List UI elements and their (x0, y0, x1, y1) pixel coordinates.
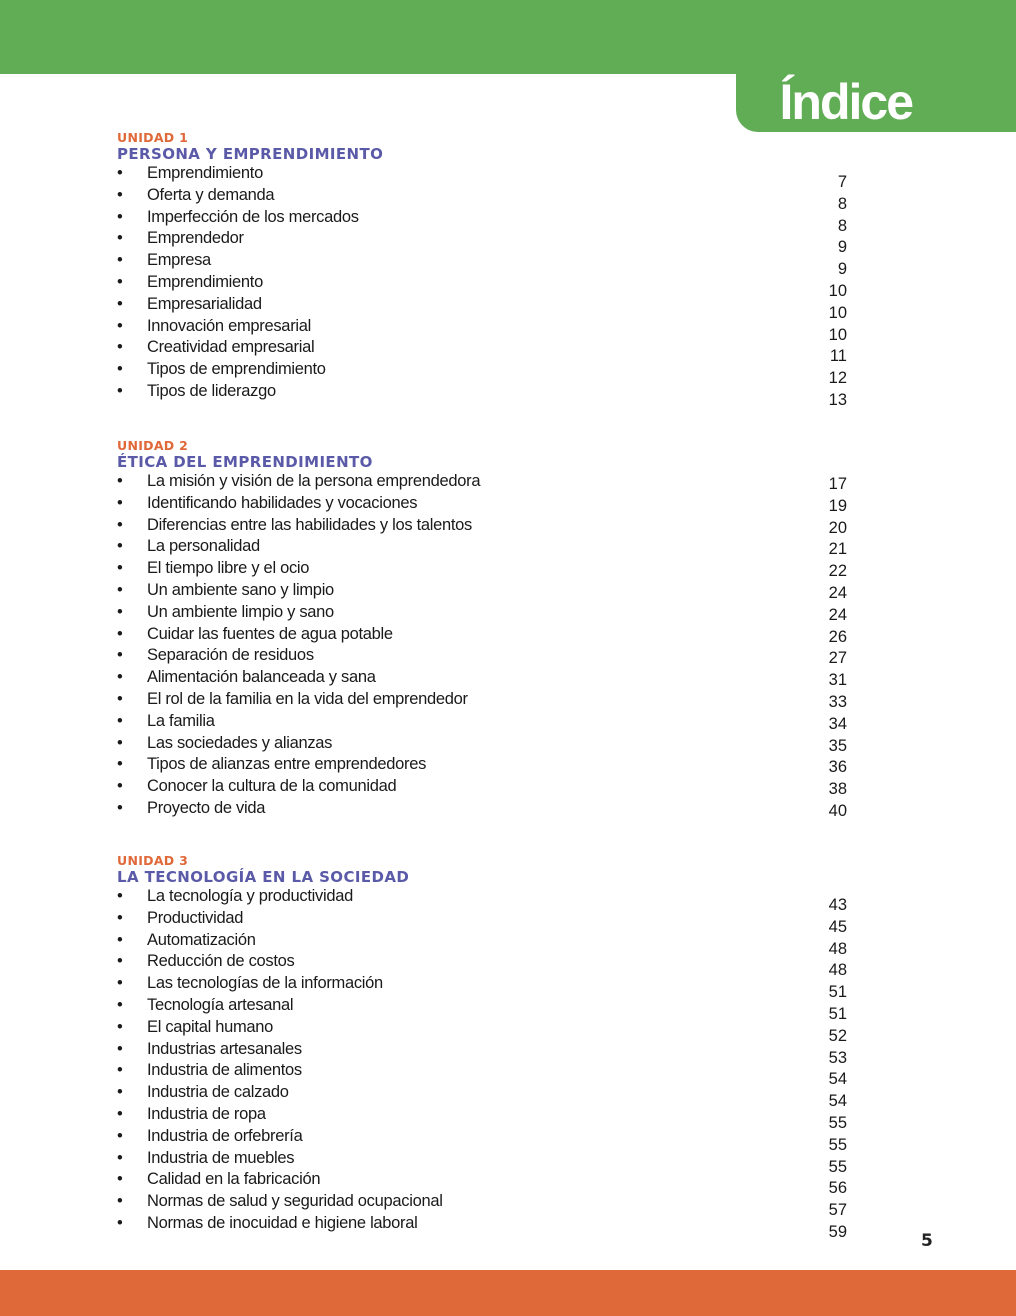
toc-entry-page: 11 (829, 347, 847, 366)
toc-entry-page: 34 (828, 714, 847, 733)
toc-entry-label: Emprendimiento (147, 164, 263, 182)
unit-title: ÉTICA DEL EMPRENDIMIENTO (117, 453, 373, 471)
bullet-icon: • (117, 472, 123, 490)
bullet-icon: • (117, 733, 123, 752)
toc-entry-label: Industria de ropa (147, 1104, 266, 1123)
bullet-icon: • (117, 316, 123, 335)
unit-label: UNIDAD 1 (117, 130, 189, 145)
page-number: 5 (921, 1231, 933, 1251)
toc-entry-label: Un ambiente sano y limpio (147, 580, 334, 599)
toc-entry-page: 52 (828, 1026, 847, 1045)
toc-entry-page: 26 (828, 627, 847, 646)
bullet-icon: • (117, 602, 123, 621)
bullet-icon: • (117, 624, 123, 643)
toc-entry-label: Diferencias entre las habilidades y los talentos (147, 515, 472, 534)
toc-entry-page: 55 (828, 1113, 847, 1132)
toc-entry-label: Tipos de alianzas entre emprendedores (147, 755, 427, 774)
bullet-icon: • (117, 1213, 123, 1232)
bullet-icon: • (117, 1083, 123, 1102)
toc-entry-label: Alimentación balanceada y sana (147, 668, 376, 687)
unit-title: LA TECNOLOGÍA EN LA SOCIEDAD (117, 868, 410, 886)
toc-entry-page: 17 (828, 475, 847, 493)
toc-entry-page: 24 (828, 605, 847, 624)
unit-label: UNIDAD 3 (117, 853, 189, 868)
toc-entry-label: El capital humano (147, 1017, 274, 1036)
toc-entry-page: 51 (828, 983, 847, 1002)
toc-entry-label: Industria de calzado (147, 1083, 289, 1102)
bullet-icon: • (117, 930, 123, 949)
bullet-icon: • (117, 711, 123, 730)
bullet-icon: • (117, 1192, 123, 1211)
bullet-icon: • (117, 493, 123, 512)
unit-2-page-numbers (700, 474, 847, 823)
toc-entry-page: 21 (828, 540, 847, 559)
toc-entry-page: 31 (828, 671, 847, 690)
bullet-icon: • (117, 1039, 123, 1058)
bullet-icon: • (117, 207, 123, 226)
toc-entry-label: Un ambiente limpio y sano (147, 602, 334, 621)
toc-entry-page: 12 (828, 369, 847, 388)
toc-entry-page: 10 (828, 325, 847, 344)
bullet-icon: • (117, 1017, 123, 1036)
toc-entry-label: Creatividad empresarial (147, 338, 315, 357)
toc-entry-page: 8 (837, 216, 847, 235)
toc-entry-page: 24 (828, 583, 847, 602)
toc-entry-page: 59 (828, 1222, 847, 1241)
bullet-icon: • (117, 689, 123, 708)
bullet-icon: • (117, 229, 123, 248)
bullet-icon: • (117, 559, 123, 578)
toc-entry-label: Emprendimiento (147, 272, 263, 291)
bullet-icon: • (117, 272, 123, 291)
toc-entry-page: 36 (828, 758, 847, 777)
toc-entry-page: 43 (828, 896, 847, 914)
toc-entry-page: 9 (837, 238, 847, 257)
footer-band (0, 1270, 1016, 1316)
bullet-icon: • (117, 887, 123, 905)
toc-entry-page: 8 (837, 194, 847, 213)
toc-entry-page: 7 (837, 173, 847, 191)
unit-title: PERSONA Y EMPRENDIMIENTO (117, 145, 384, 163)
toc-entry-label: Normas de salud y seguridad ocupacional (147, 1192, 443, 1211)
toc-entry-page: 54 (828, 1070, 847, 1089)
toc-entry-label: Proyecto de vida (147, 798, 266, 817)
header-band (0, 0, 1016, 74)
unit-label: UNIDAD 2 (117, 438, 189, 453)
toc-entry-label: Tipos de liderazgo (147, 381, 276, 400)
bullet-icon: • (117, 338, 123, 357)
bullet-icon: • (117, 668, 123, 687)
toc-entry-page: 40 (828, 801, 847, 820)
toc-entry-label: La misión y visión de la persona emprendedora (147, 472, 481, 490)
toc-entry-label: Productividad (147, 908, 244, 927)
toc-entry-label: El tiempo libre y el ocio (147, 559, 310, 578)
toc-entry-label: Separación de residuos (147, 646, 314, 665)
toc-entry-label: Automatización (147, 930, 256, 949)
toc-entry-page: 20 (828, 518, 847, 537)
bullet-icon: • (117, 1061, 123, 1080)
bullet-icon: • (117, 381, 123, 400)
toc-entry-label: La familia (147, 711, 215, 730)
toc-entry-page: 55 (828, 1135, 847, 1154)
toc-entry-label: Cuidar las fuentes de agua potable (147, 624, 393, 643)
toc-entry-label: Empresarialidad (147, 294, 262, 313)
bullet-icon: • (117, 646, 123, 665)
toc-entry-page: 48 (828, 939, 847, 958)
toc-entry-page: 22 (828, 562, 847, 581)
bullet-icon: • (117, 755, 123, 774)
bullet-icon: • (117, 798, 123, 817)
toc-entry-label: Conocer la cultura de la comunidad (147, 777, 397, 796)
bullet-icon: • (117, 952, 123, 971)
bullet-icon: • (117, 995, 123, 1014)
toc-entry-page: 9 (837, 260, 847, 279)
toc-entry-page: 19 (828, 496, 847, 515)
toc-entry-label: Las sociedades y alianzas (147, 733, 333, 752)
bullet-icon: • (117, 1126, 123, 1145)
toc-entry-page: 10 (828, 303, 847, 322)
bullet-icon: • (117, 974, 123, 993)
toc-entry-label: Emprendedor (147, 229, 244, 248)
toc-entry-page: 54 (828, 1092, 847, 1111)
toc-entry-label: Oferta y demanda (147, 185, 275, 204)
bullet-icon: • (117, 908, 123, 927)
toc-entry-page: 45 (828, 917, 847, 936)
unit-3-page-numbers (700, 895, 847, 1244)
toc-entry-page: 53 (828, 1048, 847, 1067)
toc-entry-label: Tecnología artesanal (147, 995, 294, 1014)
bullet-icon: • (117, 251, 123, 270)
bullet-icon: • (117, 515, 123, 534)
toc-entry-page: 55 (828, 1157, 847, 1176)
bullet-icon: • (117, 164, 123, 182)
toc-entry-page: 13 (828, 390, 847, 409)
toc-entry-label: Innovación empresarial (147, 316, 311, 335)
bullet-icon: • (117, 1148, 123, 1167)
toc-entry-label: Tipos de emprendimiento (147, 360, 326, 379)
toc-entry-page: 27 (828, 649, 847, 668)
page-title: Índice (779, 74, 912, 130)
toc-entry-label: Reducción de costos (147, 952, 295, 971)
toc-entry-label: Industria de orfebrería (147, 1126, 303, 1145)
bullet-icon: • (117, 777, 123, 796)
toc-entry-label: El rol de la familia en la vida del emprendedor (147, 689, 468, 708)
toc-entry-page: 56 (828, 1179, 847, 1198)
toc-entry-page: 33 (828, 692, 847, 711)
unit-1-page-numbers (700, 172, 847, 412)
toc-entry-page: 38 (828, 780, 847, 799)
toc-entry-label: Industria de muebles (147, 1148, 295, 1167)
toc-entry-label: Calidad en la fabricación (147, 1170, 321, 1189)
toc-entry-label: Normas de inocuidad e higiene laboral (147, 1213, 418, 1232)
bullet-icon: • (117, 294, 123, 313)
toc-entry-label: La personalidad (147, 537, 260, 556)
toc-entry-label: Empresa (147, 251, 211, 270)
toc-entry-page: 48 (828, 961, 847, 980)
toc-entry-label: La tecnología y productividad (147, 887, 353, 905)
toc-entry-label: Identificando habilidades y vocaciones (147, 493, 418, 512)
bullet-icon: • (117, 360, 123, 379)
toc-entry-label: Imperfección de los mercados (147, 207, 359, 226)
toc-entry-page: 57 (828, 1201, 847, 1220)
bullet-icon: • (117, 185, 123, 204)
toc-entry-label: Industria de alimentos (147, 1061, 302, 1080)
toc-entry-label: Industrias artesanales (147, 1039, 302, 1058)
bullet-icon: • (117, 580, 123, 599)
bullet-icon: • (117, 1104, 123, 1123)
toc-entry-page: 51 (828, 1004, 847, 1023)
toc-entry-page: 35 (828, 736, 847, 755)
bullet-icon: • (117, 1170, 123, 1189)
toc-entry-page: 10 (828, 281, 847, 300)
bullet-icon: • (117, 537, 123, 556)
toc-entry-label: Las tecnologías de la información (147, 974, 383, 993)
